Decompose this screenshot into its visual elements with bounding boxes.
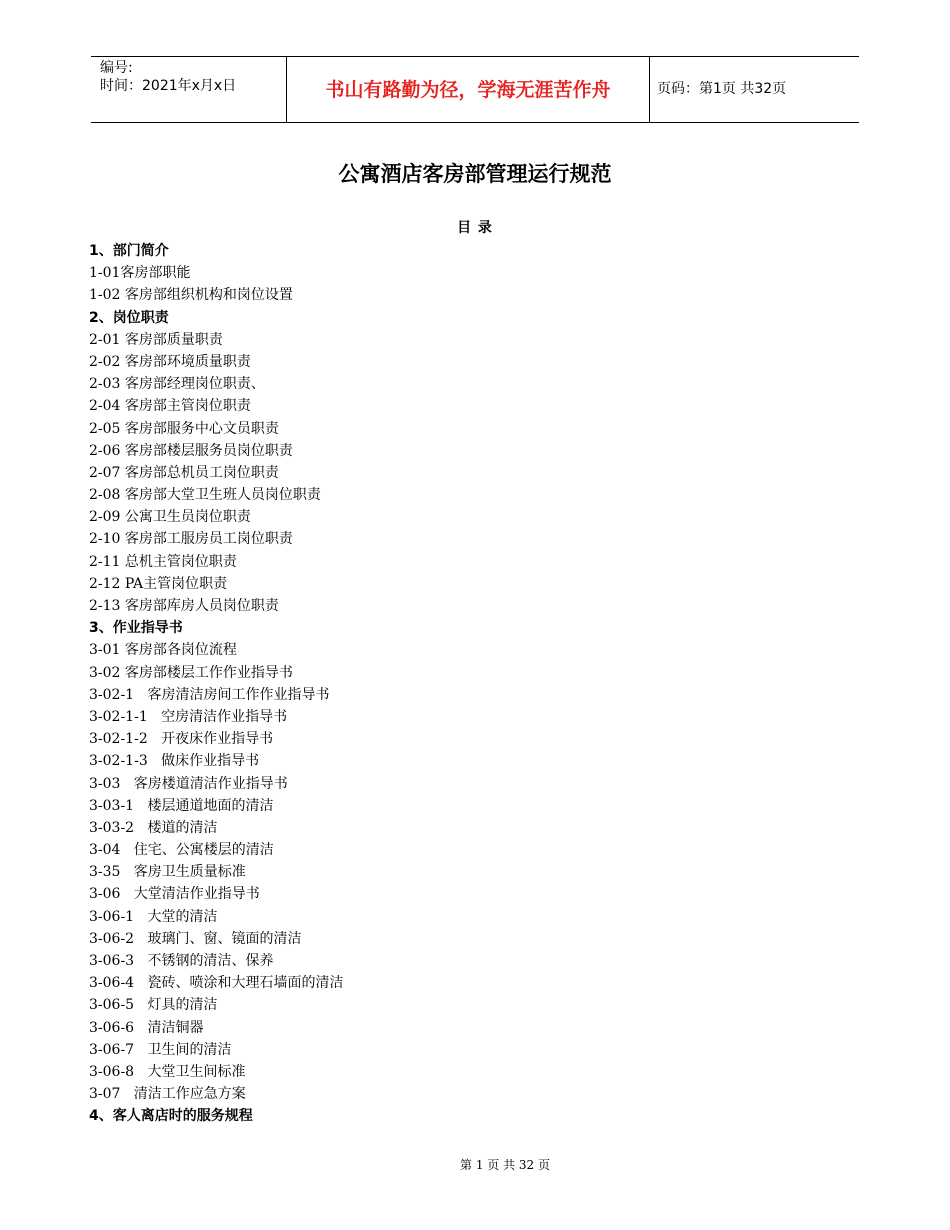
toc-section-heading: 4、客人离店时的服务规程 xyxy=(89,1108,253,1125)
toc-entry: 3-01 客房部各岗位流程 xyxy=(89,642,237,659)
toc-entry: 3-04 住宅、公寓楼层的清洁 xyxy=(89,842,274,859)
document-title: 公寓酒店客房部管理运行规范 xyxy=(338,162,612,186)
toc-entry: 2-06 客房部楼层服务员岗位职责 xyxy=(89,442,293,459)
toc-entry: 2-11 总机主管岗位职责 xyxy=(89,553,237,570)
header-bottom-rule xyxy=(91,122,859,123)
toc-entry: 3-06-2 玻璃门、窗、镜面的清洁 xyxy=(89,930,302,947)
page-footer: 第 1 页 共 32 页 xyxy=(460,1158,550,1172)
toc-heading: 目 录 xyxy=(457,220,493,236)
toc-entry: 3-02-1 客房清洁房间工作作业指导书 xyxy=(89,686,330,703)
toc-entry: 3-03 客房楼道清洁作业指导书 xyxy=(89,775,288,792)
toc-entry: 3-03-1 楼层通道地面的清洁 xyxy=(89,797,274,814)
time-label: 时间：2021年x月x日 xyxy=(100,78,237,94)
toc-entry: 2-12 PA主管岗位职责 xyxy=(89,575,228,592)
toc-entry: 3-06-3 不锈钢的清洁、保养 xyxy=(89,953,274,969)
header-motto: 书山有路勤为径，学海无涯苦作舟 xyxy=(325,79,611,101)
toc-entry: 2-01 客房部质量职责 xyxy=(89,331,223,348)
toc-entry: 3-03-2 楼道的清洁 xyxy=(89,819,218,836)
toc-entry: 3-06-1 大堂的清洁 xyxy=(89,908,218,925)
toc-entry: 2-03 客房部经理岗位职责、 xyxy=(89,376,265,393)
toc-entry: 2-10 客房部工服房员工岗位职责 xyxy=(89,531,293,548)
toc-entry: 2-13 客房部库房人员岗位职责 xyxy=(89,598,279,614)
toc-entry: 2-02 客房部环境质量职责 xyxy=(89,353,251,370)
header-divider-right xyxy=(649,56,650,122)
toc-entry: 2-09 公寓卫生员岗位职责 xyxy=(89,509,251,526)
toc-section-heading: 3、作业指导书 xyxy=(89,620,183,637)
toc-entry: 2-07 客房部总机员工岗位职责 xyxy=(89,464,279,481)
toc-entry: 3-06-5 灯具的清洁 xyxy=(89,997,218,1014)
toc-entry: 1-02 客房部组织机构和岗位设置 xyxy=(89,287,293,304)
toc-entry: 2-08 客房部大堂卫生班人员岗位职责 xyxy=(89,487,321,504)
toc-entry: 3-06 大堂清洁作业指导书 xyxy=(89,886,260,903)
toc-entry: 2-04 客房部主管岗位职责 xyxy=(89,398,251,415)
toc-entry: 3-06-8 大堂卫生间标准 xyxy=(89,1063,246,1080)
toc-entry: 3-07 清洁工作应急方案 xyxy=(89,1086,246,1103)
header-page-info: 页码：第1页 共32页 xyxy=(657,81,787,97)
serial-label: 编号: xyxy=(100,60,133,76)
toc-section-heading: 2、岗位职责 xyxy=(89,309,169,326)
toc-entry: 1-01客房部职能 xyxy=(89,265,191,282)
toc-section-heading: 1、部门简介 xyxy=(89,243,169,259)
toc-entry: 3-06-7 卫生间的清洁 xyxy=(89,1041,232,1058)
toc-entry: 3-06-4 瓷砖、喷涂和大理石墙面的清洁 xyxy=(89,975,344,992)
toc-entry: 3-02-1-1 空房清洁作业指导书 xyxy=(89,708,288,725)
header-top-rule xyxy=(91,56,859,57)
header-meta xyxy=(100,59,236,95)
toc-entry: 3-02-1-2 开夜床作业指导书 xyxy=(89,731,274,748)
toc-entry: 3-35 客房卫生质量标准 xyxy=(89,864,246,881)
toc-entry: 3-02 客房部楼层工作作业指导书 xyxy=(89,664,293,681)
toc-entry: 2-05 客房部服务中心文员职责 xyxy=(89,420,279,437)
toc-entry: 3-06-6 清洁铜器 xyxy=(89,1019,204,1036)
toc-entry: 3-02-1-3 做床作业指导书 xyxy=(89,753,260,770)
table-of-contents xyxy=(89,240,343,1128)
